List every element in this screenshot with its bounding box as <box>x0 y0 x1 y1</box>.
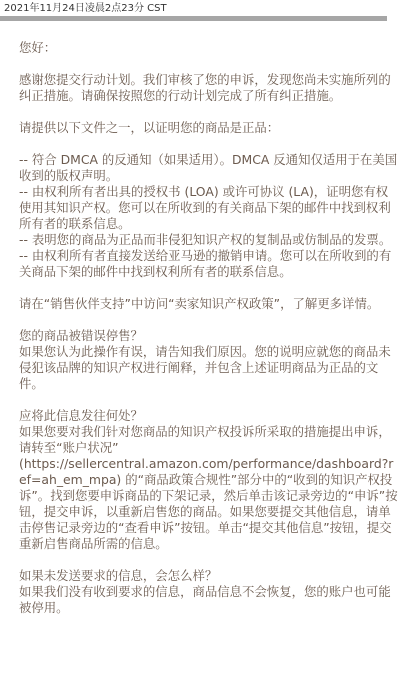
email-document-list: -- 符合 DMCA 的反通知（如果适用）。DMCA 反通知仅适用于在美国收到的版权声明。 -- 由权利所有者出具的授权书 (LOA) 或许可协议 (LA)，证明您有权使用其知识产权。您可以在所收到的有关商品下架的邮件中找到权利所有者的联系信息。 -- 表明您的商品为正品而非侵犯知识产权的复制品或仿制品的发票。 -- 由权利所有者直接发送给亚马逊的撤销申请。您可以在所收到的有关商品下架的邮件中找到权利所有者的联系信息。 <box>19 152 398 279</box>
where-to-send-text-before-link: 如果您要对我们针对您商品的知识产权投诉所采取的措施提出申诉，请转至“账户状况” <box>19 424 391 455</box>
email-paragraph-closing: 如果未发送要求的信息，会怎么样？ 如果我们没有收到要求的信息，商品信息不会恢复，您的账户也可能被停用。 <box>19 568 391 615</box>
email-paragraph-where-to-send <box>19 408 399 552</box>
email-paragraph-intro: 感谢您提交行动计划。我们审核了您的申诉，发现您尚未实施所列的纠正措施。请确保按照您的行动计划完成了所有纠正措施。 <box>19 72 391 103</box>
email-body <box>19 40 399 616</box>
where-to-send-text-after-link: 的“商品政策合规性”部分中的“收到的知识产权投诉”。找到您要申诉商品的下架记录，然后单击该记录旁边的“申诉”按钮，提交申诉，以重新启售您的商品。如果您要提交其他信息，请单击停售记录旁边的“查看申诉”按钮。单击“提交其他信息”按钮，提交重新启售商品所需的信息。 <box>19 472 398 551</box>
email-greeting: 您好： <box>19 40 57 55</box>
account-health-link[interactable]: (https://sellercentral.amazon.com/performance/dashboard?ref=ah_em_mpa) <box>19 456 394 487</box>
email-header <box>0 0 412 22</box>
where-to-send-heading: 应将此信息发往何处？ <box>19 408 143 423</box>
email-paragraph-wrongly-deactivated: 您的商品被错误停售？ 如果您认为此操作有误，请告知我们原因。您的说明应就您的商品未侵犯该品牌的知识产权进行阐释，并包含上述证明商品为正品的文件。 <box>19 328 391 391</box>
email-timestamp: 2021年11月24日凌晨2点23分 CST <box>4 3 167 14</box>
email-paragraph-policy: 请在“销售伙伴支持”中访问“卖家知识产权政策”，了解更多详情。 <box>19 296 380 311</box>
header-divider <box>0 16 387 21</box>
email-paragraph-request: 请提供以下文件之一，以证明您的商品是正品： <box>19 120 280 135</box>
